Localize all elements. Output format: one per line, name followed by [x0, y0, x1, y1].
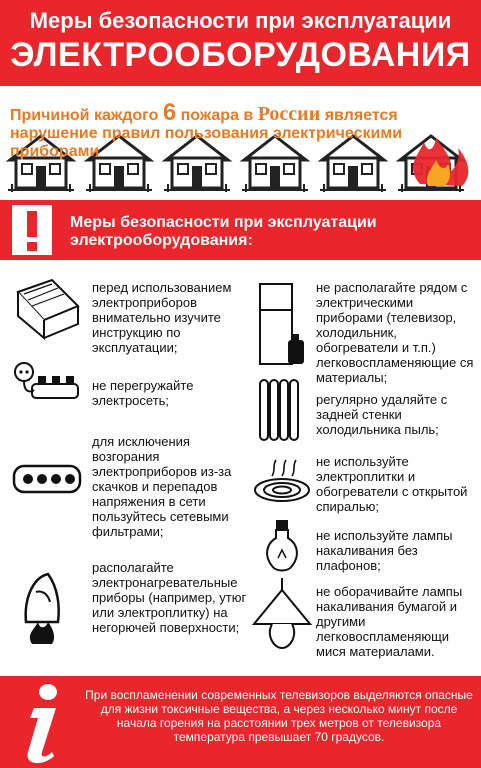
- section-title: [70, 214, 377, 250]
- section-title-line1: Меры безопасности при эксплуатации: [70, 214, 377, 231]
- cause-line3: приборами: [10, 143, 100, 160]
- left-item-3: для исключения возгорания электроприборов из-за скачков и перепадов напряжения в сети пользуйтесь сетевыми фильтрами;: [92, 434, 232, 539]
- lampshade-icon: [252, 578, 312, 652]
- header-banner: [0, 0, 481, 86]
- spiral-stove-icon: [252, 456, 312, 504]
- cause-statement: [10, 99, 450, 161]
- surge-protector-icon: [10, 456, 84, 502]
- bulb-icon: [262, 520, 302, 576]
- cause-text-mid: пожара в: [180, 107, 254, 124]
- section-banner: [0, 200, 481, 260]
- fridge-icon: [258, 282, 308, 368]
- right-item-3: не используйте электроплитки и обогреватели с открытой спиралью;: [316, 454, 468, 514]
- cause-text-post: является: [324, 107, 398, 124]
- cause-line2: нарушение правил пользования электрическими: [10, 125, 403, 142]
- right-item-5: не оборачивайте лампы накаливания бумагой и другими легковоспламеняющи мися материалами.: [316, 584, 463, 659]
- right-item-4: не используйте лампы накаливания без плафонов;: [316, 528, 453, 573]
- cause-text-pre: Причиной каждого: [10, 107, 159, 124]
- right-item-1: не располагайте рядом с электрическими приборами (телевизор, холодильник, обогреватели и т.п.) легковоспламеняющие ся материалы;: [316, 280, 474, 385]
- footer-text: При воспламенении современных телевизоров выделяются опасные для жизни токсичные вещества, а через несколько минут после начала горения на расстоянии трех метров от телевизора температура превышает 70 градусов.: [85, 688, 473, 744]
- header-title-line2: ЭЛЕКТРООБОРУДОВАНИЯ: [10, 36, 471, 74]
- info-icon: [6, 682, 70, 764]
- exclamation-icon: [8, 205, 56, 255]
- radiator-coil-icon: [258, 378, 302, 442]
- cause-number: 6: [162, 99, 177, 126]
- outlet-overload-icon: [10, 360, 86, 408]
- header-title-line1: Меры безопасности при эксплуатации: [29, 8, 452, 33]
- cause-country: России: [257, 103, 321, 125]
- book-icon: [12, 272, 84, 342]
- left-item-1: перед использованием электроприборов внимательно изучите инструкцию по эксплуатации;: [92, 280, 232, 355]
- right-item-2: регулярно удаляйте с задней стенки холодильника пыль;: [316, 392, 448, 437]
- section-title-line2: электрооборудования:: [70, 232, 253, 249]
- iron-icon: [18, 570, 74, 646]
- left-item-4: располагайте электронагревательные приборы (например, утюг или электроплитку) на негорючей поверхности;: [92, 560, 247, 635]
- left-item-2: не перегружайте электросеть;: [92, 378, 194, 408]
- footer-banner: [0, 676, 481, 768]
